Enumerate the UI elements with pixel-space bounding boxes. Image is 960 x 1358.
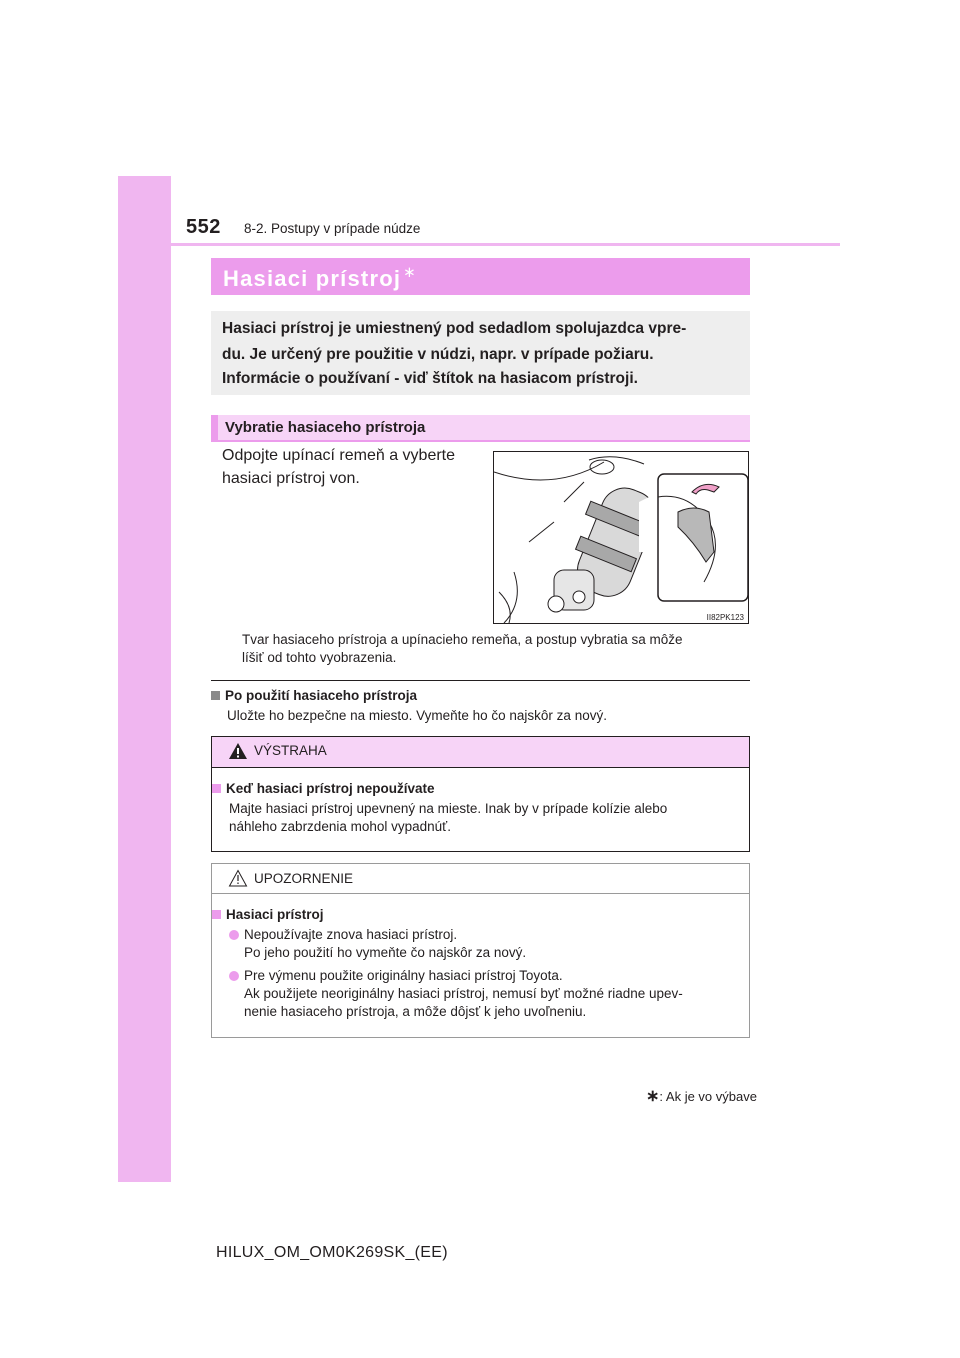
notice-box bbox=[211, 863, 750, 1038]
extinguisher-illustration bbox=[494, 452, 748, 623]
subsection-title: Vybratie hasiaceho prístroja bbox=[225, 419, 426, 436]
page-number: 552 bbox=[186, 216, 221, 238]
header-rule bbox=[118, 243, 840, 246]
circle-bullet-icon bbox=[229, 930, 239, 940]
warning-heading-text: Keď hasiaci prístroj nepoužívate bbox=[226, 781, 435, 796]
after-use-heading bbox=[211, 688, 417, 703]
side-strip bbox=[118, 176, 171, 1182]
subsection-accent bbox=[211, 415, 218, 442]
notice-item-1-line-2: Po jeho použití ho vymeňte čo najskôr za nový. bbox=[244, 945, 527, 960]
instruction-line-2: hasiaci prístroj von. bbox=[222, 470, 360, 487]
footnote-symbol: ∗ bbox=[646, 1088, 660, 1105]
circle-bullet-icon bbox=[229, 971, 239, 981]
square-bullet-icon bbox=[211, 691, 220, 700]
notice-item-2-line-2: Ak použijete neoriginálny hasiaci prístroj, nemusí byť možné riadne upev- bbox=[244, 986, 683, 1001]
extinguisher-figure bbox=[493, 451, 749, 624]
square-bullet-icon bbox=[212, 910, 221, 919]
warning-box bbox=[211, 736, 750, 852]
notice-header bbox=[212, 864, 749, 894]
title-asterisk: ∗ bbox=[403, 264, 417, 281]
footnote-text: : Ak je vo výbave bbox=[659, 1089, 757, 1104]
warning-label: VÝSTRAHA bbox=[254, 743, 327, 758]
title-bar bbox=[211, 258, 750, 295]
warning-triangle-icon bbox=[228, 742, 248, 760]
section-header: 8-2. Postupy v prípade núdze bbox=[244, 221, 421, 236]
after-use-text: Uložte ho bezpečne na miesto. Vymeňte ho čo najskôr za nový. bbox=[227, 708, 607, 723]
notice-heading bbox=[212, 907, 324, 922]
notice-item-1-text: Nepoužívajte znova hasiaci prístroj. bbox=[244, 927, 458, 942]
notice-item-1-line-1 bbox=[229, 927, 457, 942]
figure-note-line-1: Tvar hasiaceho prístroja a upínacieho remeňa, a postup vybratia sa môže bbox=[242, 632, 683, 647]
notice-item-2-line-3: nenie hasiaceho prístroja, a môže dôjsť k jeho uvoľneniu. bbox=[244, 1004, 587, 1019]
page-title-text: Hasiaci prístroj bbox=[223, 266, 402, 291]
after-use-heading-text: Po použití hasiaceho prístroja bbox=[225, 688, 418, 703]
warning-heading bbox=[212, 781, 435, 796]
notice-item-2-line-1 bbox=[229, 968, 563, 983]
intro-line-3: Informácie o používaní - viď štítok na hasiacom prístroji. bbox=[222, 370, 638, 387]
warning-line-1: Majte hasiaci prístroj upevnený na mieste. Inak by v prípade kolízie alebo bbox=[229, 801, 668, 816]
intro-box bbox=[211, 311, 750, 395]
section-divider bbox=[211, 680, 750, 681]
intro-line-2: du. Je určený pre použitie v núdzi, napr. v prípade požiaru. bbox=[222, 346, 654, 363]
footnote bbox=[646, 1086, 757, 1106]
warning-line-2: náhleho zabrzdenia mohol vypadnúť. bbox=[229, 819, 451, 834]
instruction-line-1: Odpojte upínací remeň a vyberte bbox=[222, 447, 456, 464]
notice-heading-text: Hasiaci prístroj bbox=[226, 907, 324, 922]
caution-triangle-icon bbox=[228, 869, 248, 887]
intro-line-1: Hasiaci prístroj je umiestnený pod sedadlom spolujazdca vpre- bbox=[222, 320, 687, 337]
page-title bbox=[223, 263, 417, 292]
figure-note-line-2: líšiť od tohto vyobrazenia. bbox=[242, 650, 397, 665]
warning-header bbox=[212, 737, 749, 768]
document-footer: HILUX_OM_OM0K269SK_(EE) bbox=[216, 1244, 448, 1261]
notice-item-2-text: Pre výmenu použite originálny hasiaci prístroj Toyota. bbox=[244, 968, 563, 983]
square-bullet-icon bbox=[212, 784, 221, 793]
notice-label: UPOZORNENIE bbox=[254, 871, 354, 886]
subsection-bar bbox=[211, 415, 750, 442]
figure-code: II82PK123 bbox=[706, 613, 744, 622]
